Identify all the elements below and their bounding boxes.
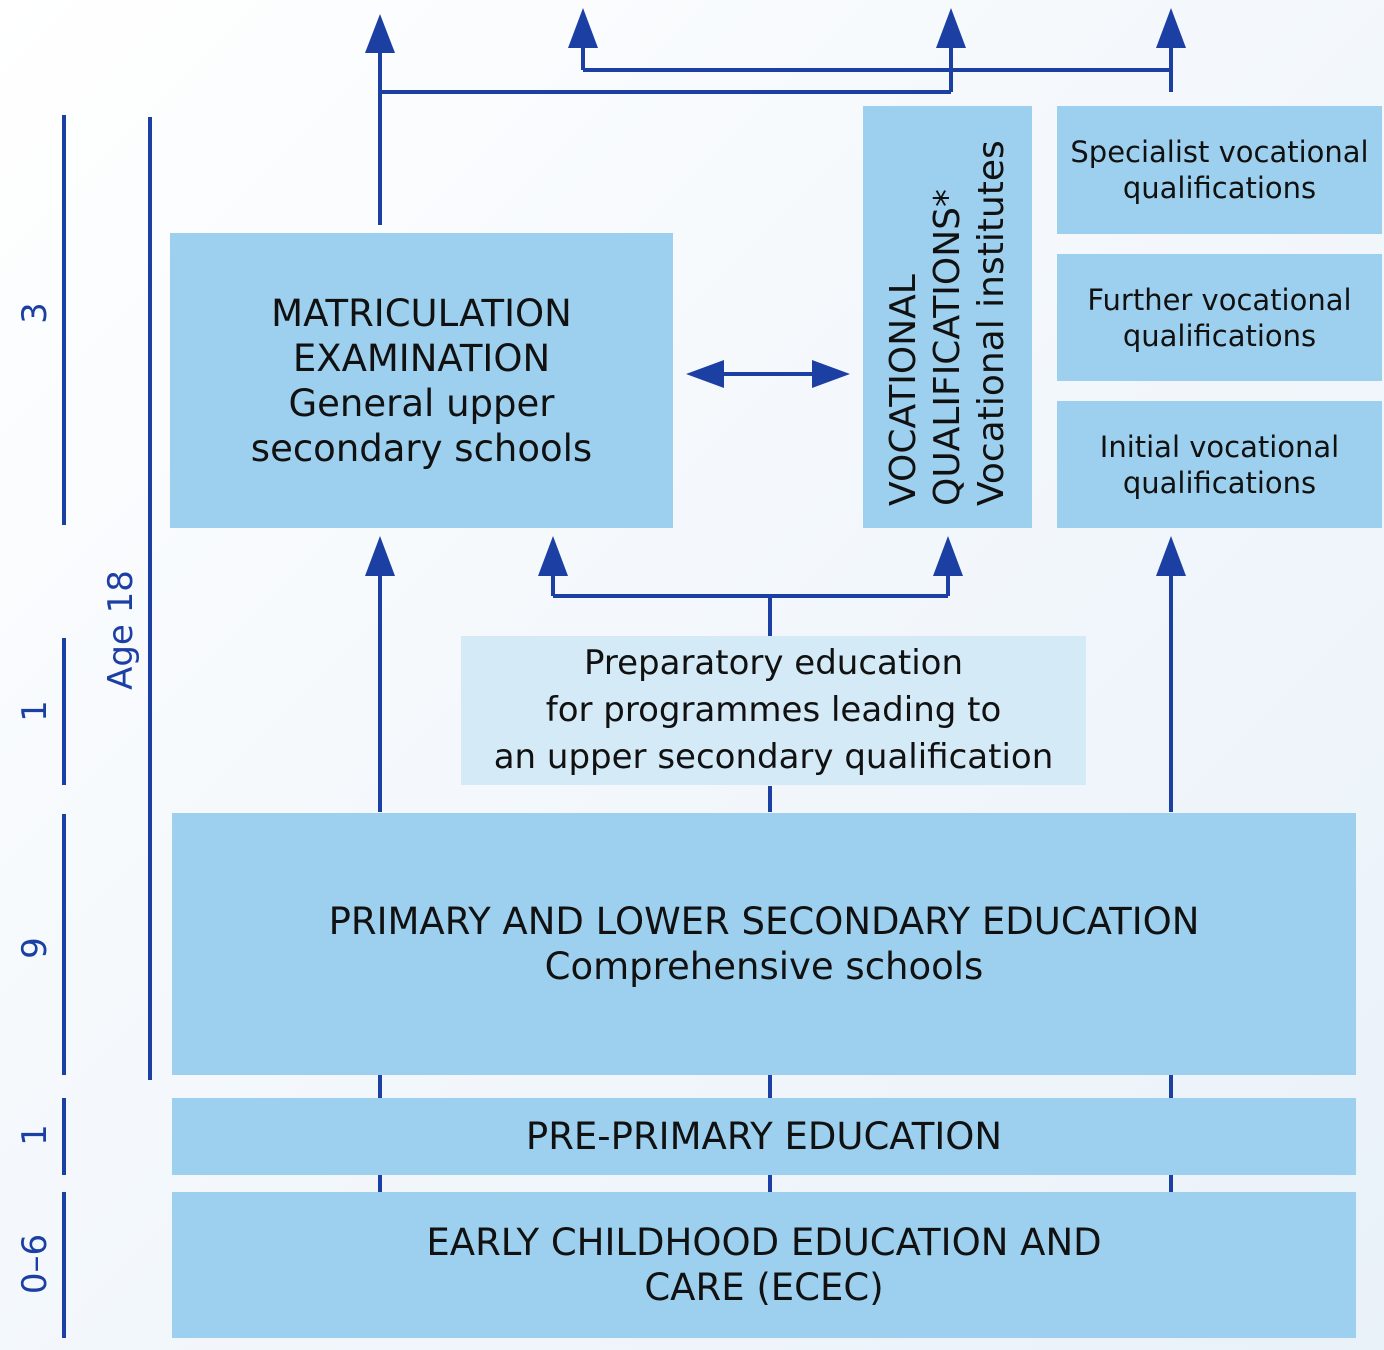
matriculation-line4: secondary schools <box>250 426 593 470</box>
preparatory-line3: an upper secondary qualification <box>493 737 1054 777</box>
further-line1: Further vocational <box>1087 282 1352 317</box>
arrowhead-top-4 <box>1156 8 1186 48</box>
arrowhead-double-left <box>686 360 724 388</box>
specialist-line1: Specialist vocational <box>1070 135 1369 169</box>
further-vocational-box <box>1057 254 1382 381</box>
primary-line2: Comprehensive schools <box>544 945 984 988</box>
vocational-line1: VOCATIONAL <box>882 274 924 506</box>
age-label: Age 18 <box>101 570 141 690</box>
years-label-preparatory: 1 <box>15 700 55 722</box>
matriculation-line2: EXAMINATION <box>292 336 551 380</box>
years-label-ecec: 0–6 <box>15 1233 55 1295</box>
matriculation-box <box>170 233 673 528</box>
years-label-upper-secondary: 3 <box>15 302 55 324</box>
preparatory-line2: for programmes leading to <box>545 690 1002 730</box>
arrowhead-top-2 <box>568 8 598 48</box>
matriculation-line3: General upper <box>288 381 555 425</box>
primary-line1: PRIMARY AND LOWER SECONDARY EDUCATION <box>328 900 1200 943</box>
matriculation-line1: MATRICULATION <box>271 291 572 335</box>
initial-vocational-box <box>1057 401 1382 528</box>
pre-primary-box <box>172 1098 1356 1175</box>
specialist-line2: qualifications <box>1122 171 1317 205</box>
vocational-line3: Vocational institutes <box>970 140 1012 506</box>
arrowhead-double-right <box>812 360 850 388</box>
ecec-box <box>172 1192 1356 1338</box>
initial-line1: Initial vocational <box>1099 429 1340 464</box>
specialist-vocational-box <box>1057 106 1382 234</box>
pre-primary-line1: PRE-PRIMARY EDUCATION <box>525 1115 1003 1158</box>
arrowhead-prep-right <box>933 536 963 576</box>
arrowhead-mid-left <box>365 536 395 576</box>
years-label-basic: 9 <box>15 937 55 959</box>
vocational-line2: QUALIFICATIONS* <box>926 188 968 506</box>
arrowhead-top-3 <box>936 8 966 48</box>
arrowhead-top-1 <box>365 14 395 53</box>
initial-line2: qualifications <box>1122 465 1317 500</box>
arrowhead-mid-right <box>1156 536 1186 576</box>
preparatory-line1: Preparatory education <box>583 643 963 683</box>
further-line2: qualifications <box>1122 318 1317 353</box>
primary-lower-secondary-box <box>172 813 1356 1075</box>
ecec-line2: CARE (ECEC) <box>644 1266 884 1309</box>
arrowhead-prep-left <box>538 536 568 576</box>
ecec-line1: EARLY CHILDHOOD EDUCATION AND <box>426 1221 1102 1264</box>
preparatory-education-box <box>461 636 1086 785</box>
years-label-pre-primary: 1 <box>15 1124 55 1146</box>
vocational-qualifications-box <box>863 106 1032 528</box>
